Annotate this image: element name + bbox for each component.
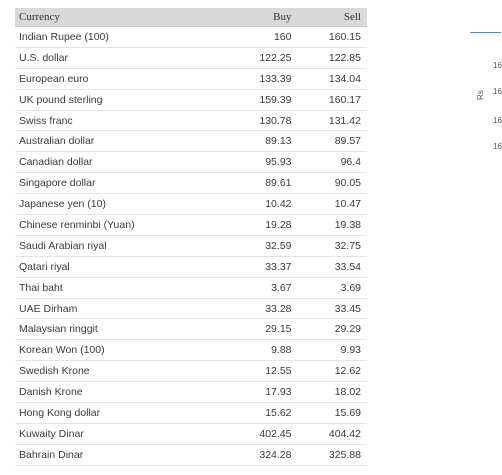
buy-rate-cell: 122.25 <box>201 47 298 68</box>
sell-rate-cell: 15.69 <box>298 403 368 424</box>
currency-name-cell: Kuwaity Dinar <box>15 423 201 444</box>
buy-rate-cell: 133.39 <box>201 68 298 89</box>
currency-name-cell: Swiss franc <box>15 110 201 131</box>
table-row <box>15 152 367 173</box>
buy-rate-cell: 160 <box>201 27 298 48</box>
table-row <box>15 256 367 277</box>
sell-rate-cell: 33.45 <box>298 298 368 319</box>
currency-column-header: Currency <box>15 8 201 27</box>
table-row <box>15 27 367 48</box>
buy-rate-cell: 12.55 <box>201 361 298 382</box>
sell-rate-cell: 325.88 <box>298 444 368 465</box>
sell-rate-cell: 29.29 <box>298 319 368 340</box>
buy-rate-cell: 89.13 <box>201 131 298 152</box>
sell-rate-cell: 33.54 <box>298 256 368 277</box>
currency-name-cell: Malaysian ringgit <box>15 319 201 340</box>
currency-name-cell: Korean Won (100) <box>15 340 201 361</box>
partial-rate-chart <box>470 0 501 475</box>
currency-name-cell: Indian Rupee (100) <box>15 27 201 48</box>
rates-table-body <box>15 27 367 466</box>
buy-rate-cell: 17.93 <box>201 382 298 403</box>
buy-column-header: Buy <box>201 8 298 27</box>
currency-name-cell: Saudi Arabian riyal <box>15 235 201 256</box>
buy-rate-cell: 9.88 <box>201 340 298 361</box>
buy-rate-cell: 10.42 <box>201 194 298 215</box>
buy-rate-cell: 402.45 <box>201 423 298 444</box>
table-row <box>15 47 367 68</box>
sell-rate-cell: 404.42 <box>298 423 368 444</box>
table-header-row <box>15 8 367 27</box>
buy-rate-cell: 33.28 <box>201 298 298 319</box>
buy-rate-cell: 324.28 <box>201 444 298 465</box>
table-row <box>15 215 367 236</box>
currency-name-cell: UK pound sterling <box>15 89 201 110</box>
buy-rate-cell: 15.62 <box>201 403 298 424</box>
sell-rate-cell: 134.04 <box>298 68 368 89</box>
chart-tick-label: 16 <box>493 87 502 96</box>
currency-name-cell: Qatari riyal <box>15 256 201 277</box>
table-row <box>15 298 367 319</box>
currency-name-cell: Chinese renminbi (Yuan) <box>15 215 201 236</box>
table-row <box>15 173 367 194</box>
sell-rate-cell: 96.4 <box>298 152 368 173</box>
table-row <box>15 277 367 298</box>
buy-rate-cell: 3.67 <box>201 277 298 298</box>
currency-name-cell: Japanese yen (10) <box>15 194 201 215</box>
table-row <box>15 235 367 256</box>
table-row <box>15 382 367 403</box>
table-row <box>15 194 367 215</box>
sell-rate-cell: 12.62 <box>298 361 368 382</box>
table-row <box>15 361 367 382</box>
sell-rate-cell: 89.57 <box>298 131 368 152</box>
buy-rate-cell: 32.59 <box>201 235 298 256</box>
currency-name-cell: Singapore dollar <box>15 173 201 194</box>
buy-rate-cell: 159.39 <box>201 89 298 110</box>
sell-rate-cell: 160.15 <box>298 27 368 48</box>
table-row <box>15 131 367 152</box>
sell-column-header: Sell <box>298 8 368 27</box>
currency-name-cell: Swedish Krone <box>15 361 201 382</box>
table-row <box>15 68 367 89</box>
currency-name-cell: Danish Krone <box>15 382 201 403</box>
table-row <box>15 89 367 110</box>
buy-rate-cell: 29.15 <box>201 319 298 340</box>
sell-rate-cell: 160.17 <box>298 89 368 110</box>
sell-rate-cell: 32.75 <box>298 235 368 256</box>
currency-name-cell: Bahrain Dinar <box>15 444 201 465</box>
sell-rate-cell: 90.05 <box>298 173 368 194</box>
currency-name-cell: Canadian dollar <box>15 152 201 173</box>
table-row <box>15 110 367 131</box>
table-row <box>15 423 367 444</box>
currency-name-cell: Australian dollar <box>15 131 201 152</box>
sell-rate-cell: 122.85 <box>298 47 368 68</box>
table-row <box>15 444 367 465</box>
currency-name-cell: U.S. dollar <box>15 47 201 68</box>
sell-rate-cell: 3.69 <box>298 277 368 298</box>
table-row <box>15 319 367 340</box>
currency-name-cell: UAE Dirham <box>15 298 201 319</box>
sell-rate-cell: 18.02 <box>298 382 368 403</box>
chart-series-line <box>470 32 501 33</box>
sell-rate-cell: 131.42 <box>298 110 368 131</box>
currency-name-cell: Thai baht <box>15 277 201 298</box>
sell-rate-cell: 19.38 <box>298 215 368 236</box>
buy-rate-cell: 130.78 <box>201 110 298 131</box>
buy-rate-cell: 89.61 <box>201 173 298 194</box>
chart-tick-label: 16 <box>493 116 502 125</box>
buy-rate-cell: 33.37 <box>201 256 298 277</box>
currency-name-cell: Hong Kong dollar <box>15 403 201 424</box>
buy-rate-cell: 19.28 <box>201 215 298 236</box>
exchange-rates-table <box>15 8 367 466</box>
table-row <box>15 340 367 361</box>
sell-rate-cell: 10.47 <box>298 194 368 215</box>
chart-tick-label: 16 <box>493 142 502 151</box>
sell-rate-cell: 9.93 <box>298 340 368 361</box>
currency-name-cell: European euro <box>15 68 201 89</box>
chart-axis-label: Rs <box>476 90 485 100</box>
table-row <box>15 403 367 424</box>
buy-rate-cell: 95.93 <box>201 152 298 173</box>
chart-tick-label: 16 <box>493 61 502 70</box>
